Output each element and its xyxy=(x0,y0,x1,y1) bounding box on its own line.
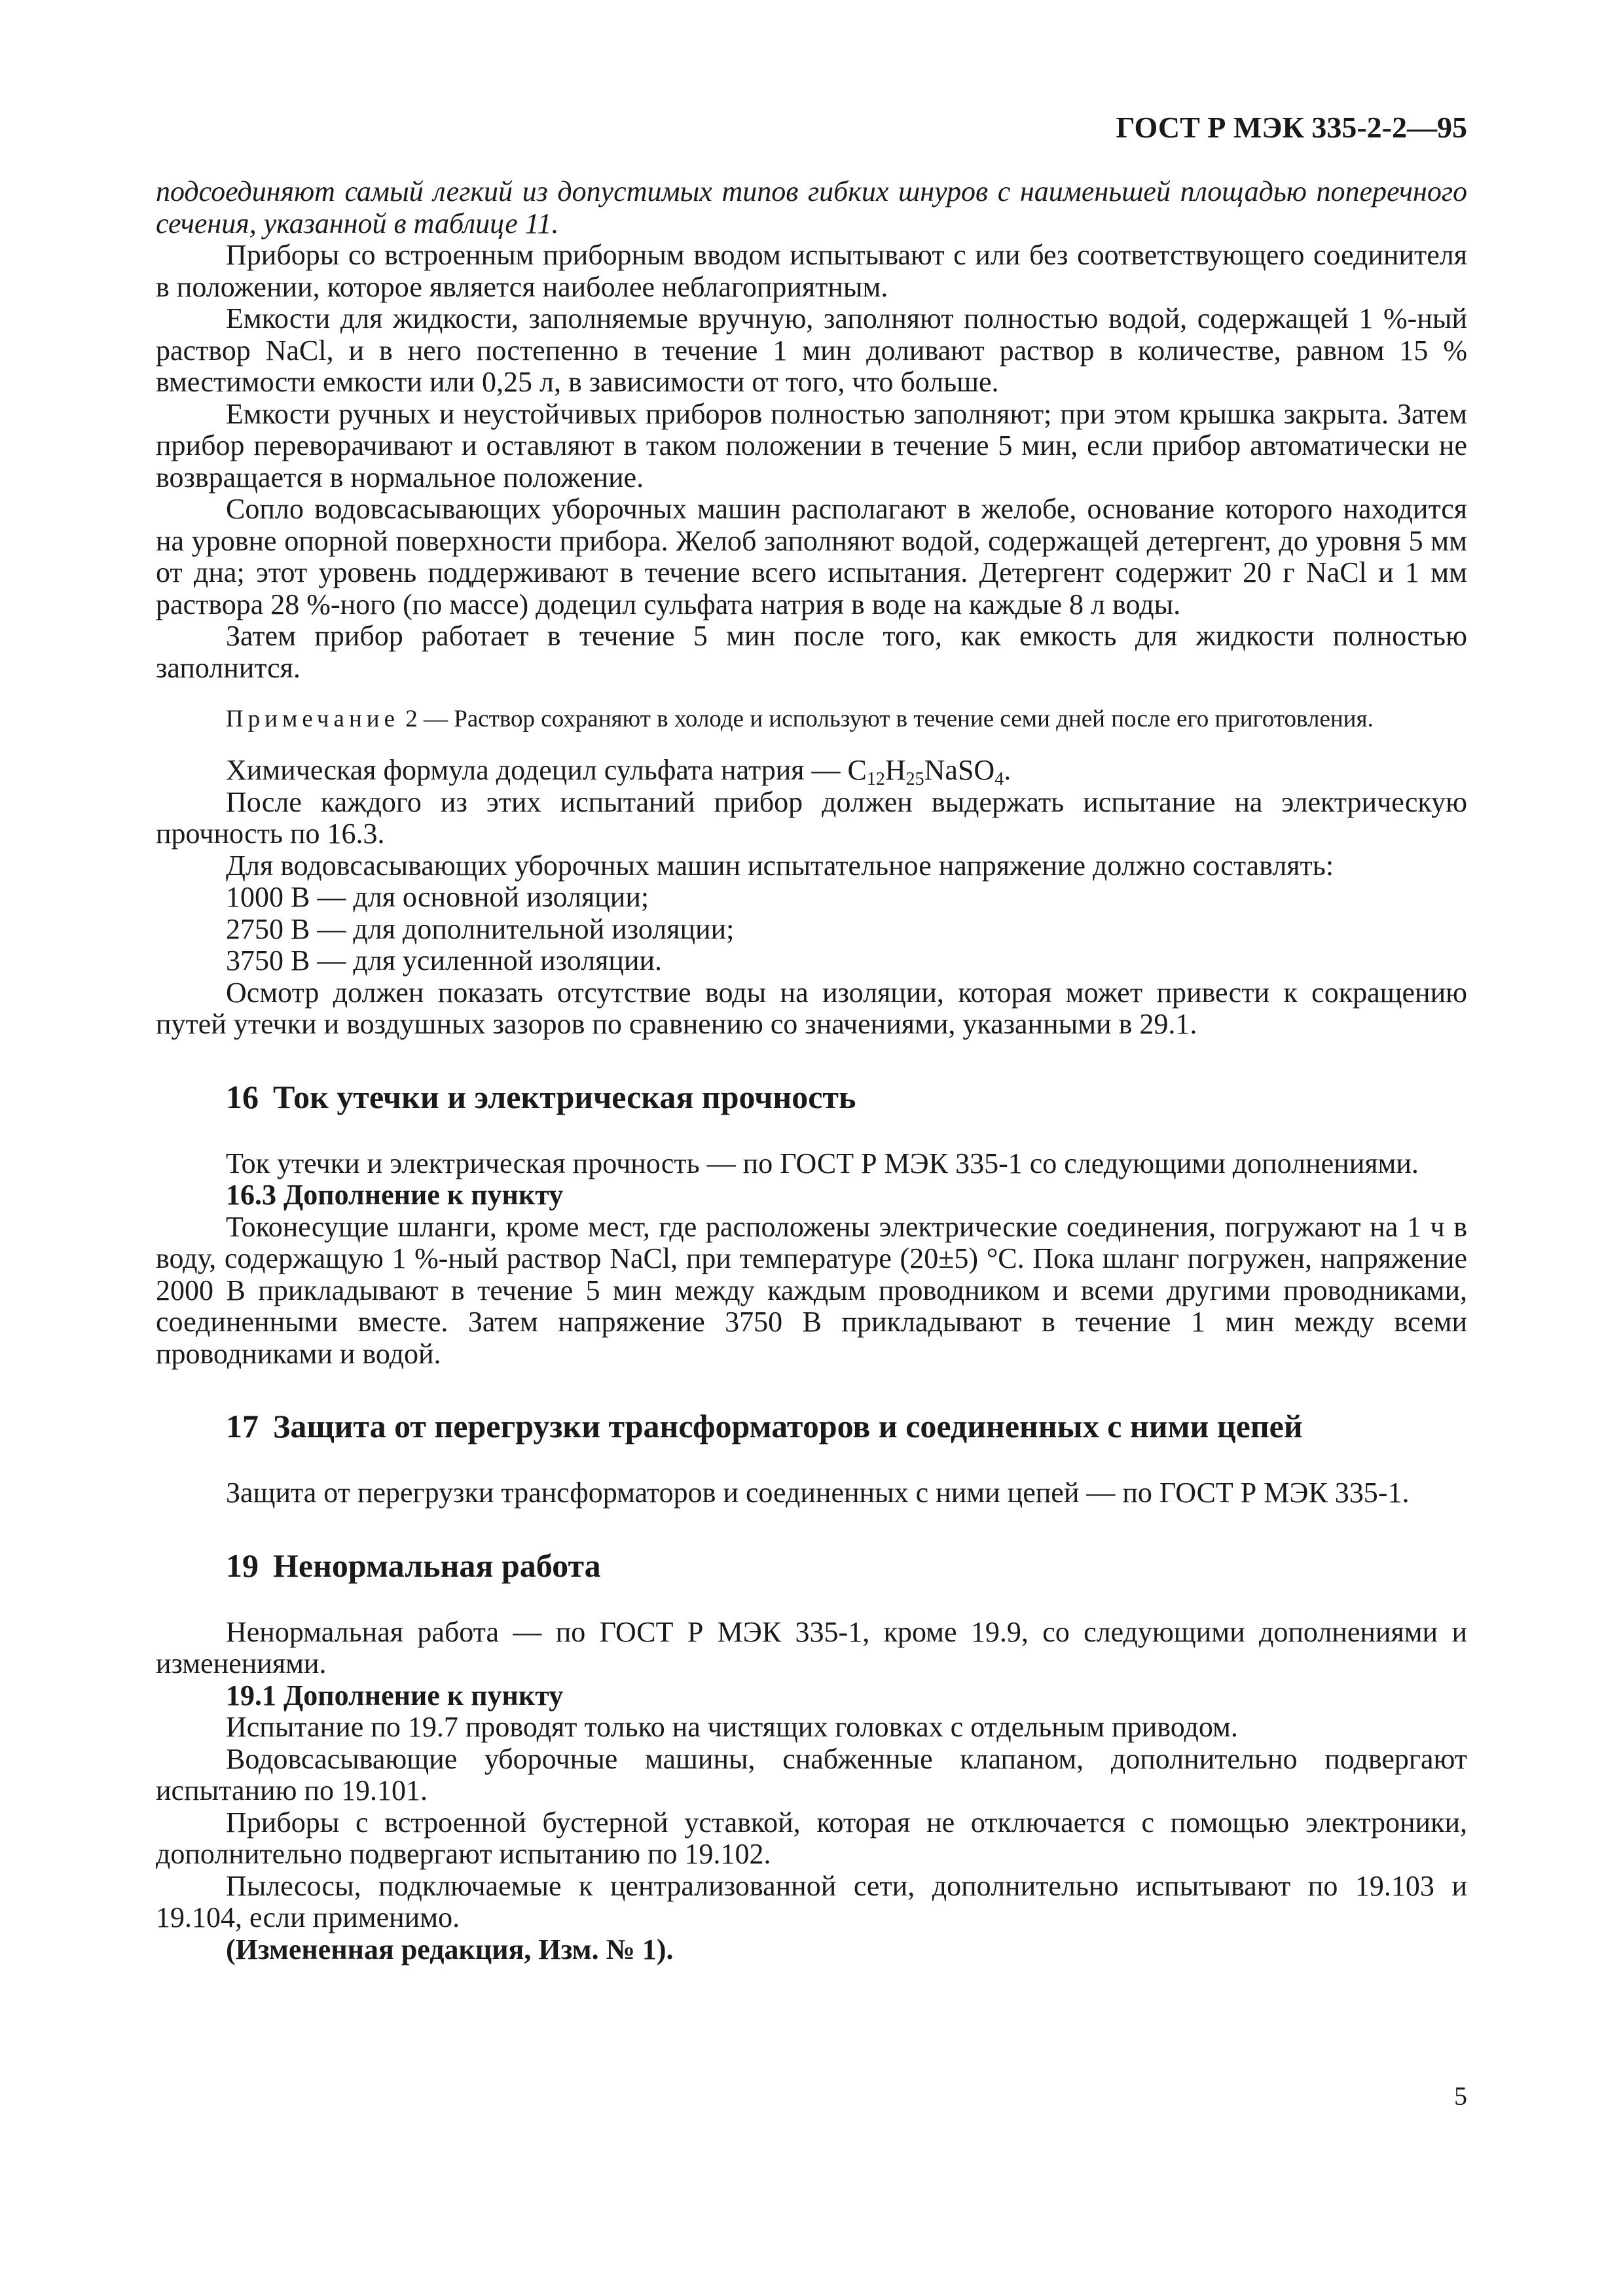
formula-part: H xyxy=(884,754,906,786)
paragraph: Емкости для жидкости, заполняемые вручную, заполняют полностью водой, содержащей 1 %-ный раствор NaCl, и в него постепенно в течение 1 мин доливают раствор в количестве, равном 15 % вместимости емкости или 0,25 л, в зависимости от того, что больше. xyxy=(156,302,1467,398)
voltage-item: 2750 В — для дополнительной изоляции; xyxy=(226,912,735,945)
section-number: 16 xyxy=(226,1078,259,1115)
subsection-heading: 16.3 Дополнение к пункту xyxy=(226,1179,564,1211)
section-heading-16 xyxy=(226,1077,1467,1117)
paragraph-continuation: подсоединяют самый легкий из допустимых типов гибких шнуров с наименьшей площадью поперечного сечения, указанной в таблице 11. xyxy=(156,175,1467,240)
paragraph: Затем прибор работает в течение 5 мин после того, как емкость для жидкости полностью заполнится. xyxy=(156,620,1467,684)
paragraph: После каждого из этих испытаний прибор должен выдержать испытание на электрическую прочность по 16.3. xyxy=(156,785,1467,850)
paragraph: Сопло водовсасывающих уборочных машин располагают в желобе, основание которого находится на уровне опорной поверхности прибора. Желоб заполняют водой, содержащей детергент, до уровня 5 мм от дна; этот уровень поддерживают в течение всего испытания. Детергент содержит 20 г NaCl и 1 мм раствора 28 %-ного (по массе) додецил сульфата натрия в воде на каждые 8 л воды. xyxy=(156,493,1467,620)
paragraph: Приборы со встроенным приборным вводом испытывают с или без соответствующего соединителя в положении, которое является наиболее неблагоприятным. xyxy=(156,239,1467,303)
section-heading-17 xyxy=(226,1407,1467,1446)
formula-prefix: Химическая формула додецил сульфата натрия — C xyxy=(226,754,867,786)
paragraph: Пылесосы, подключаемые к централизованной сети, дополнительно испытывают по 19.103 и 19.104, если применимо. xyxy=(156,1869,1467,1933)
voltage-item: 3750 В — для усиленной изоляции. xyxy=(226,944,663,977)
document-header: ГОСТ Р МЭК 335-2-2—95 xyxy=(1116,111,1467,144)
section-number: 19 xyxy=(226,1547,259,1584)
formula-subscript: 4 xyxy=(994,769,1004,789)
note xyxy=(156,704,1467,735)
paragraph: Ненормальная работа — по ГОСТ Р МЭК 335-1, кроме 19.9, со следующими дополнениями и изменениями. xyxy=(156,1615,1467,1679)
formula-subscript: 25 xyxy=(905,769,924,789)
section-title: Ненормальная работа xyxy=(273,1547,601,1584)
document-page xyxy=(156,108,1467,1965)
voltage-item: 1000 В — для основной изоляции; xyxy=(226,881,649,913)
paragraph: Для водовсасывающих уборочных машин испытательное напряжение должно составлять: xyxy=(226,849,1334,882)
section-title: Защита от перегрузки трансформаторов и соединенных с ними цепей xyxy=(273,1408,1303,1444)
amendment-note: (Измененная редакция, Изм. № 1). xyxy=(226,1933,674,1965)
paragraph: Токонесущие шланги, кроме мест, где расположены электрические соединения, погружают на 1 ч в воду, содержащую 1 %-ный раствор NaCl, при температуре (20±5) °С. Пока шланг погружен, напряжение 2000 В прикладывают в течение 5 мин между каждым проводником и всеми другими проводниками, соединенными вместе. Затем напряжение 3750 В прикладывают в течение 1 мин между всеми проводниками и водой. xyxy=(156,1210,1467,1370)
section-number: 17 xyxy=(226,1408,259,1444)
note-label: Примечание xyxy=(226,706,399,732)
paragraph: Емкости ручных и неустойчивых приборов полностью заполняют; при этом крышка закрыта. Затем прибор переворачивают и оставляют в таком положении в течение 5 мин, если прибор автоматически не возвращается в нормальное положение. xyxy=(156,397,1467,493)
section-heading-19 xyxy=(226,1546,1467,1585)
section-title: Ток утечки и электрическая прочность xyxy=(273,1078,856,1115)
formula-end: . xyxy=(1004,754,1012,786)
paragraph: Ток утечки и электрическая прочность — по ГОСТ Р МЭК 335-1 со следующими дополнениями. xyxy=(226,1147,1419,1179)
page-number: 5 xyxy=(1454,2081,1467,2111)
paragraph: Осмотр должен показать отсутствие воды на изоляции, которая может привести к сокращению путей утечки и воздушных зазоров по сравнению со значениями, указанными в 29.1. xyxy=(156,976,1467,1040)
paragraph: Водовсасывающие уборочные машины, снабженные клапаном, дополнительно подвергают испытанию по 19.101. xyxy=(156,1742,1467,1806)
paragraph: Защита от перегрузки трансформаторов и соединенных с ними цепей — по ГОСТ Р МЭК 335-1. xyxy=(226,1477,1410,1509)
subsection-heading: 19.1 Дополнение к пункту xyxy=(226,1679,564,1712)
formula-subscript: 12 xyxy=(866,769,885,789)
note-text: 2 — Раствор сохраняют в холоде и используют в течение семи дней после его приготовления. xyxy=(399,706,1374,732)
formula-part: NaSO xyxy=(924,754,995,786)
paragraph: Испытание по 19.7 проводят только на чистящих головках с отдельным приводом. xyxy=(226,1711,1238,1743)
paragraph: Приборы с встроенной бустерной уставкой, которая не отключается с помощью электроники, дополнительно подвергают испытанию по 19.102. xyxy=(156,1806,1467,1870)
chemical-formula xyxy=(156,755,1467,787)
